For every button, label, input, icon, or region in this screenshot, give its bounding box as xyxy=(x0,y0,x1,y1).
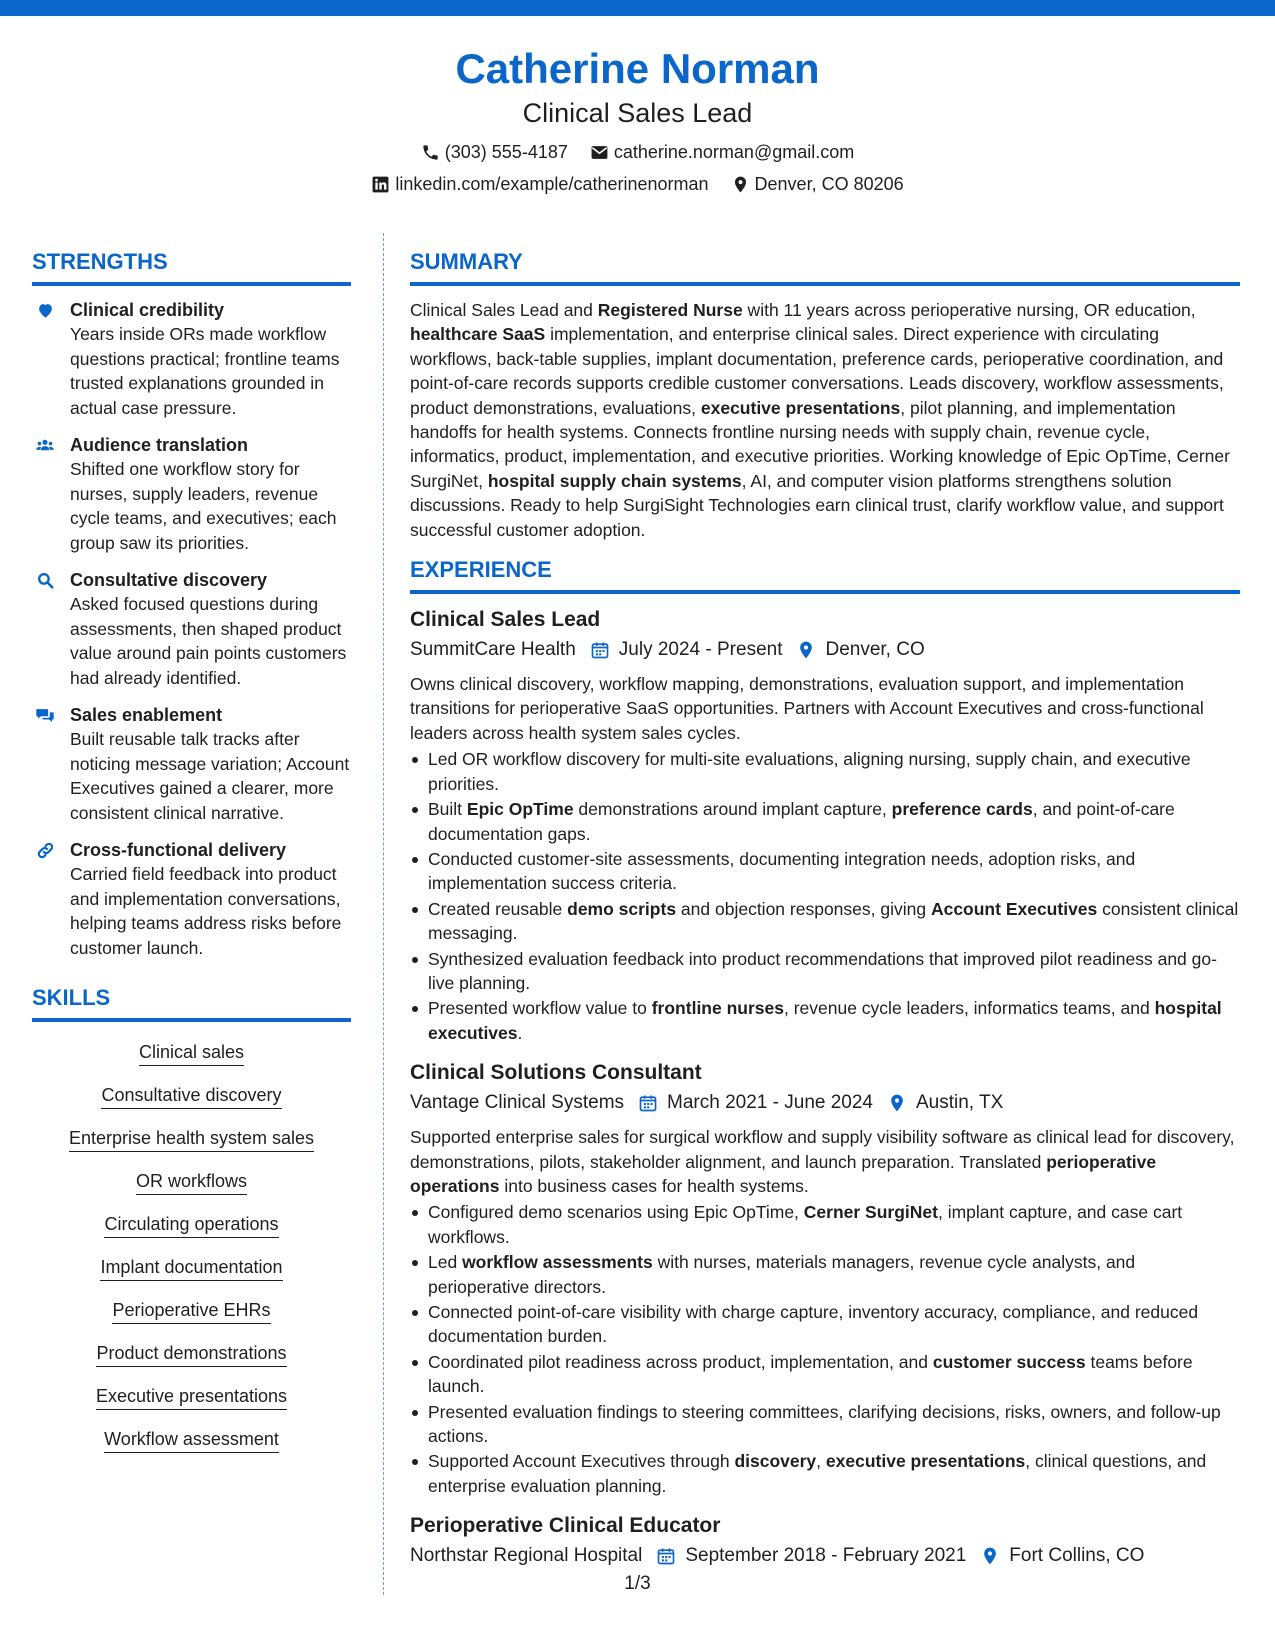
location-contact xyxy=(731,172,904,196)
bullet-item: Synthesized evaluation feedback into product recommendations that improved pilot readiness and go-live planning. xyxy=(410,947,1240,996)
users-icon xyxy=(34,436,56,455)
map-pin-icon xyxy=(796,640,816,660)
phone-contact[interactable] xyxy=(421,140,568,164)
map-pin-icon xyxy=(887,1093,907,1113)
bullet-item: Presented evaluation findings to steering committees, clarifying decisions, risks, owners, and follow-up actions. xyxy=(410,1400,1240,1449)
bullet-item: Configured demo scenarios using Epic OpTime, Cerner SurgiNet, implant capture, and case cart workflows. xyxy=(410,1200,1240,1249)
company-name: Northstar Regional Hospital xyxy=(410,1545,643,1567)
linkedin-contact[interactable] xyxy=(371,172,708,196)
job-title: Clinical Solutions Consultant xyxy=(410,1061,702,1085)
resume-header xyxy=(0,44,1275,196)
company-name: Vantage Clinical Systems xyxy=(410,1092,625,1114)
bullet-item: Built Epic OpTime demonstrations around implant capture, preference cards, and point-of-care documentation gaps. xyxy=(410,797,1240,846)
strength-description: Asked focused questions during assessments, then shaped product value around pain points customers had already identified. xyxy=(70,594,347,688)
strength-item xyxy=(32,433,351,555)
strength-item xyxy=(32,703,351,825)
skill-item: Perioperative EHRs xyxy=(112,1298,270,1324)
skill-item: Implant documentation xyxy=(100,1255,282,1281)
job-dates: July 2024 - Present xyxy=(618,639,783,661)
skill-item: Enterprise health system sales xyxy=(69,1126,314,1152)
strengths-heading: STRENGTHS xyxy=(32,248,351,286)
email-contact[interactable] xyxy=(590,140,854,164)
job-location: Fort Collins, CO xyxy=(1009,1545,1145,1567)
linkedin-icon xyxy=(371,175,390,194)
skill-item: Workflow assessment xyxy=(104,1427,279,1453)
job-description: Owns clinical discovery, workflow mapping, demonstrations, evaluation support, and implementation transitions for perioperative SaaS opportunities. Partners with Account Executives and cross-functional leaders across health system sales cycles. xyxy=(410,674,1204,743)
column-divider xyxy=(383,233,384,1595)
strength-title: Sales enablement xyxy=(70,705,223,725)
summary-heading: SUMMARY xyxy=(410,248,1240,286)
skill-list xyxy=(32,1034,351,1453)
strength-title: Consultative discovery xyxy=(70,570,268,590)
map-pin-icon xyxy=(980,1546,1000,1566)
calendar-icon xyxy=(590,640,610,660)
bullet-item: Connected point-of-care visibility with charge capture, inventory accuracy, compliance, and reduced documentation burden. xyxy=(410,1300,1240,1349)
bullet-item: Coordinated pilot readiness across product, implementation, and customer success teams before launch. xyxy=(410,1350,1240,1399)
map-pin-icon xyxy=(731,175,750,194)
job-location: Denver, CO xyxy=(825,639,925,661)
strength-title: Audience translation xyxy=(70,435,249,455)
bullet-item: Supported Account Executives through discovery, executive presentations, clinical questions, and enterprise evaluation planning. xyxy=(410,1449,1240,1498)
job-title: Clinical Sales Lead xyxy=(410,608,601,632)
link-icon xyxy=(36,841,55,860)
skill-item: Clinical sales xyxy=(139,1040,244,1066)
job-meta xyxy=(410,1542,1240,1570)
skills-section xyxy=(32,984,351,1453)
job-bullets xyxy=(410,747,1240,1045)
strength-title: Cross-functional delivery xyxy=(70,840,287,860)
skill-item: Circulating operations xyxy=(104,1212,278,1238)
calendar-icon xyxy=(638,1093,658,1113)
right-column xyxy=(410,248,1240,1584)
skill-item: Executive presentations xyxy=(96,1384,287,1410)
strength-description: Shifted one workflow story for nurses, supply leaders, revenue cycle teams, and executives; each group saw its priorities. xyxy=(70,459,337,553)
phone-text: (303) 555-4187 xyxy=(444,142,568,162)
skill-item: Product demonstrations xyxy=(96,1341,286,1367)
bullet-item: Led OR workflow discovery for multi-site evaluations, aligning nursing, supply chain, and executive priorities. xyxy=(410,747,1240,796)
strength-item xyxy=(32,298,351,420)
bullet-item: Created reusable demo scripts and objection responses, giving Account Executives consistent clinical messaging. xyxy=(410,897,1240,946)
strength-description: Years inside ORs made workflow questions practical; frontline teams trusted explanations grounded in actual case pressure. xyxy=(70,324,340,418)
candidate-name: Catherine Norman xyxy=(455,45,820,92)
heart-icon xyxy=(36,301,55,320)
job-meta xyxy=(410,636,1240,664)
skills-heading: SKILLS xyxy=(32,984,351,1022)
strength-description: Built reusable talk tracks after noticing message variation; Account Executives gained a clearer, more consistent clinical narrative. xyxy=(70,729,350,823)
strength-item xyxy=(32,568,351,690)
job-title: Perioperative Clinical Educator xyxy=(410,1514,721,1538)
summary-text: Clinical Sales Lead and Registered Nurse with 11 years across perioperative nursing, OR education, healthcare SaaS implementation, and enterprise clinical sales. Direct experience with circulating workflows, back-table supplies, implant documentation, preference cards, perioperative coordination, and point-of-care records supports credible customer conversations. Leads discovery, workflow assessments, product demonstrations, evaluations, executive presentations, pilot planning, and implementation handoffs for health systems. Connects frontline nursing needs with supply chain, revenue cycle, informatics, product, implementation, and executive priorities. Working knowledge of Epic OpTime, Cerner SurgiNet, hospital supply chain systems, AI, and computer vision platforms strengthens solution discussions. Ready to help SurgiSight Technologies earn clinical trust, clarify workflow value, and support successful customer adoption. xyxy=(410,300,1230,540)
job-location: Austin, TX xyxy=(916,1092,1004,1114)
bullet-item: Conducted customer-site assessments, documenting integration needs, adoption risks, and implementation success criteria. xyxy=(410,847,1240,896)
linkedin-text: linkedin.com/example/catherinenorman xyxy=(395,174,709,194)
job-entry xyxy=(410,1059,1240,1498)
company-name: SummitCare Health xyxy=(410,639,576,661)
envelope-icon xyxy=(590,143,609,162)
chat-icon xyxy=(34,706,56,725)
job-bullets xyxy=(410,1200,1240,1498)
strength-description: Carried field feedback into product and implementation conversations, helping teams address risks before customer launch. xyxy=(70,864,342,958)
skill-item: Consultative discovery xyxy=(101,1083,281,1109)
job-dates: September 2018 - February 2021 xyxy=(685,1545,967,1567)
job-meta xyxy=(410,1089,1240,1117)
skill-item: OR workflows xyxy=(136,1169,247,1195)
job-entry xyxy=(410,606,1240,1045)
email-text: catherine.norman@gmail.com xyxy=(613,142,855,162)
strength-item xyxy=(32,838,351,960)
strength-title: Clinical credibility xyxy=(70,300,225,320)
phone-icon xyxy=(421,143,440,162)
search-icon xyxy=(36,571,55,590)
bullet-item: Presented workflow value to frontline nurses, revenue cycle leaders, informatics teams, and hospital executives. xyxy=(410,996,1240,1045)
contact-row-1 xyxy=(0,140,1275,164)
bullet-item: Led workflow assessments with nurses, materials managers, revenue cycle analysts, and perioperative directors. xyxy=(410,1250,1240,1299)
job-dates: March 2021 - June 2024 xyxy=(667,1092,873,1114)
calendar-icon xyxy=(656,1546,676,1566)
location-text: Denver, CO 80206 xyxy=(754,174,904,194)
experience-heading: EXPERIENCE xyxy=(410,556,1240,594)
left-column xyxy=(32,248,351,1453)
top-accent-bar xyxy=(0,0,1275,16)
page-number: 1/3 xyxy=(624,1573,651,1594)
contact-row-2 xyxy=(0,172,1275,196)
candidate-title: Clinical Sales Lead xyxy=(522,98,753,128)
job-entry xyxy=(410,1512,1240,1570)
job-description: Supported enterprise sales for surgical workflow and supply visibility software as clinical lead for discovery, demonstrations, pilots, stakeholder alignment, and launch preparation. Translated perioperative operations into business cases for health systems. xyxy=(410,1127,1235,1196)
